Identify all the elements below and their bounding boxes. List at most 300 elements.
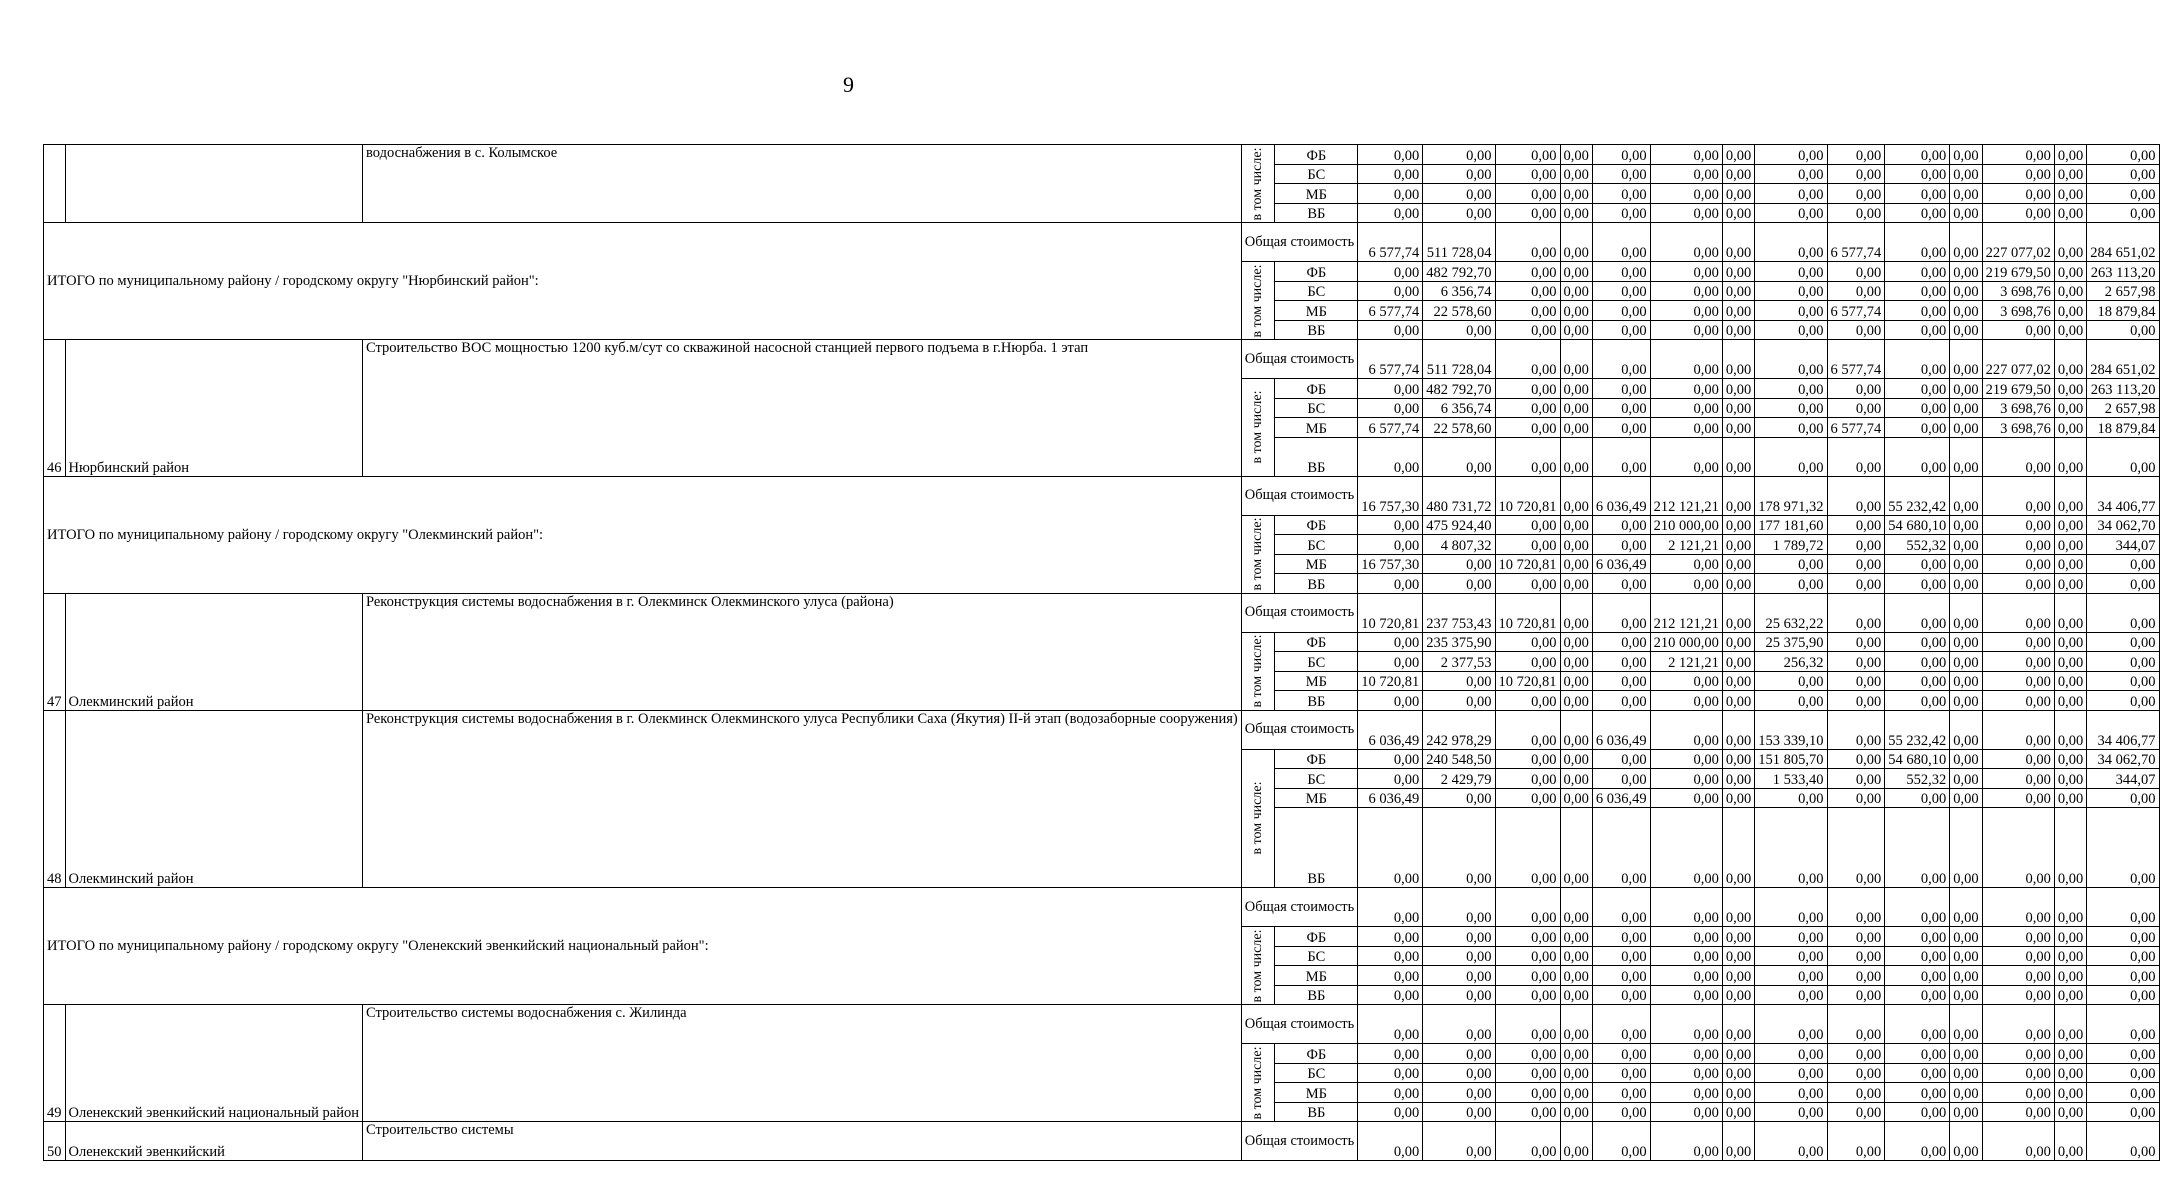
value-cell: 0,00 bbox=[1560, 574, 1592, 594]
source-label: ФБ bbox=[1275, 145, 1358, 165]
value-cell: 0,00 bbox=[1950, 301, 1982, 321]
value-cell: 210 000,00 bbox=[1650, 515, 1722, 535]
value-cell: 18 879,84 bbox=[2087, 418, 2159, 438]
value-cell: 0,00 bbox=[1885, 671, 1950, 691]
value-cell: 0,00 bbox=[1885, 888, 1950, 927]
value-cell: 0,00 bbox=[1982, 1044, 2054, 1064]
value-cell: 219 679,50 bbox=[1982, 379, 2054, 399]
value-cell: 0,00 bbox=[1722, 301, 1754, 321]
total-cost-label: Общая стоимость bbox=[1241, 888, 1358, 927]
value-cell: 34 062,70 bbox=[2087, 515, 2159, 535]
value-cell: 0,00 bbox=[1755, 927, 1827, 947]
value-cell: 0,00 bbox=[1495, 808, 1560, 888]
value-cell: 0,00 bbox=[1423, 1102, 1495, 1122]
value-cell: 0,00 bbox=[2087, 203, 2159, 223]
value-cell: 0,00 bbox=[1827, 164, 1885, 184]
value-cell: 0,00 bbox=[1827, 203, 1885, 223]
value-cell: 151 805,70 bbox=[1755, 749, 1827, 769]
value-cell: 482 792,70 bbox=[1423, 262, 1495, 282]
value-cell: 344,07 bbox=[2087, 769, 2159, 789]
value-cell: 0,00 bbox=[1950, 379, 1982, 399]
value-cell: 0,00 bbox=[1592, 320, 1650, 340]
value-cell: 0,00 bbox=[1950, 691, 1982, 711]
value-cell: 210 000,00 bbox=[1650, 632, 1722, 652]
value-cell: 25 632,22 bbox=[1755, 593, 1827, 632]
value-cell: 0,00 bbox=[1722, 184, 1754, 204]
source-label: ФБ bbox=[1275, 379, 1358, 399]
value-cell: 0,00 bbox=[1495, 749, 1560, 769]
value-cell: 0,00 bbox=[1885, 301, 1950, 321]
value-cell: 55 232,42 bbox=[1885, 710, 1950, 749]
value-cell: 0,00 bbox=[1755, 418, 1827, 438]
value-cell: 34 406,77 bbox=[2087, 476, 2159, 515]
value-cell: 0,00 bbox=[2054, 301, 2086, 321]
value-cell: 0,00 bbox=[1827, 476, 1885, 515]
district-total-title: ИТОГО по муниципальному району / городскому округу "Нюрбинский район": bbox=[44, 223, 1242, 340]
value-cell: 0,00 bbox=[1950, 164, 1982, 184]
source-label: МБ bbox=[1275, 671, 1358, 691]
value-cell: 0,00 bbox=[1423, 145, 1495, 165]
value-cell: 0,00 bbox=[2087, 966, 2159, 986]
value-cell: 0,00 bbox=[2054, 671, 2086, 691]
value-cell: 0,00 bbox=[1358, 379, 1423, 399]
value-cell: 0,00 bbox=[1755, 145, 1827, 165]
value-cell: 6 036,49 bbox=[1592, 476, 1650, 515]
value-cell: 0,00 bbox=[1495, 437, 1560, 476]
source-label: ВБ bbox=[1275, 985, 1358, 1005]
value-cell: 0,00 bbox=[1950, 985, 1982, 1005]
value-cell: 153 339,10 bbox=[1755, 710, 1827, 749]
total-cost-label: Общая стоимость bbox=[1241, 340, 1358, 379]
value-cell: 0,00 bbox=[1358, 1005, 1423, 1044]
value-cell: 219 679,50 bbox=[1982, 262, 2054, 282]
value-cell: 0,00 bbox=[2087, 1063, 2159, 1083]
total-cost-label: Общая стоимость bbox=[1241, 593, 1358, 632]
value-cell: 0,00 bbox=[2054, 554, 2086, 574]
value-cell: 0,00 bbox=[1950, 1102, 1982, 1122]
value-cell: 263 113,20 bbox=[2087, 262, 2159, 282]
value-cell: 0,00 bbox=[1950, 1083, 1982, 1103]
value-cell: 0,00 bbox=[2087, 671, 2159, 691]
value-cell: 0,00 bbox=[1885, 203, 1950, 223]
value-cell: 3 698,76 bbox=[1982, 301, 2054, 321]
value-cell: 0,00 bbox=[2054, 398, 2086, 418]
value-cell: 0,00 bbox=[2087, 788, 2159, 808]
total-cost-label: Общая стоимость bbox=[1241, 1122, 1358, 1161]
in-that-label: в том числе: bbox=[1241, 749, 1275, 888]
value-cell: 0,00 bbox=[1495, 223, 1560, 262]
value-cell: 0,00 bbox=[1722, 749, 1754, 769]
value-cell: 0,00 bbox=[1358, 749, 1423, 769]
value-cell: 0,00 bbox=[2087, 437, 2159, 476]
value-cell: 6 036,49 bbox=[1592, 554, 1650, 574]
value-cell: 0,00 bbox=[1950, 1122, 1982, 1161]
value-cell: 0,00 bbox=[2054, 320, 2086, 340]
value-cell: 0,00 bbox=[2054, 340, 2086, 379]
value-cell: 0,00 bbox=[2054, 184, 2086, 204]
value-cell: 0,00 bbox=[1592, 340, 1650, 379]
value-cell: 0,00 bbox=[1358, 1122, 1423, 1161]
value-cell: 0,00 bbox=[1495, 145, 1560, 165]
value-cell: 0,00 bbox=[1722, 788, 1754, 808]
value-cell: 0,00 bbox=[2054, 223, 2086, 262]
source-label: ФБ bbox=[1275, 632, 1358, 652]
value-cell: 0,00 bbox=[1950, 927, 1982, 947]
value-cell: 0,00 bbox=[1650, 223, 1722, 262]
project-description: Строительство системы водоснабжения с. Жилинда bbox=[363, 1005, 1242, 1122]
value-cell: 0,00 bbox=[1950, 223, 1982, 262]
value-cell: 0,00 bbox=[1423, 1044, 1495, 1064]
value-cell: 0,00 bbox=[1885, 340, 1950, 379]
value-cell: 0,00 bbox=[1950, 632, 1982, 652]
in-that-label: в том числе: bbox=[1241, 145, 1275, 223]
value-cell: 0,00 bbox=[1982, 1122, 2054, 1161]
district-cell: Олекминский район bbox=[65, 593, 363, 710]
value-cell: 0,00 bbox=[1358, 320, 1423, 340]
value-cell: 0,00 bbox=[1827, 671, 1885, 691]
value-cell: 212 121,21 bbox=[1650, 593, 1722, 632]
in-that-label: в том числе: bbox=[1241, 1044, 1275, 1122]
value-cell: 0,00 bbox=[1495, 398, 1560, 418]
project-description: водоснабжения в с. Колымское bbox=[363, 145, 1242, 223]
value-cell: 0,00 bbox=[1982, 769, 2054, 789]
value-cell: 0,00 bbox=[2054, 710, 2086, 749]
value-cell: 3 698,76 bbox=[1982, 418, 2054, 438]
value-cell: 0,00 bbox=[1722, 418, 1754, 438]
value-cell: 0,00 bbox=[1827, 710, 1885, 749]
value-cell: 0,00 bbox=[1827, 145, 1885, 165]
value-cell: 0,00 bbox=[1950, 1044, 1982, 1064]
value-cell: 0,00 bbox=[1982, 652, 2054, 672]
value-cell: 0,00 bbox=[1885, 1063, 1950, 1083]
value-cell: 0,00 bbox=[1650, 1083, 1722, 1103]
value-cell: 1 789,72 bbox=[1755, 535, 1827, 555]
source-label: ФБ bbox=[1275, 927, 1358, 947]
value-cell: 0,00 bbox=[2054, 749, 2086, 769]
value-cell: 480 731,72 bbox=[1423, 476, 1495, 515]
value-cell: 0,00 bbox=[1560, 1102, 1592, 1122]
value-cell: 0,00 bbox=[1885, 418, 1950, 438]
value-cell: 0,00 bbox=[1423, 1005, 1495, 1044]
value-cell: 0,00 bbox=[1560, 281, 1592, 301]
value-cell: 10 720,81 bbox=[1495, 593, 1560, 632]
value-cell: 0,00 bbox=[1950, 184, 1982, 204]
value-cell: 0,00 bbox=[1358, 691, 1423, 711]
value-cell: 0,00 bbox=[1650, 340, 1722, 379]
value-cell: 6 356,74 bbox=[1423, 398, 1495, 418]
value-cell: 0,00 bbox=[1495, 515, 1560, 535]
value-cell: 0,00 bbox=[1885, 184, 1950, 204]
value-cell: 552,32 bbox=[1885, 535, 1950, 555]
value-cell: 6 036,49 bbox=[1358, 788, 1423, 808]
district-cell: Олекминский район bbox=[65, 710, 363, 888]
value-cell: 0,00 bbox=[1650, 184, 1722, 204]
total-cost-label: Общая стоимость bbox=[1241, 1005, 1358, 1044]
value-cell: 0,00 bbox=[1423, 671, 1495, 691]
value-cell: 0,00 bbox=[1495, 203, 1560, 223]
value-cell: 0,00 bbox=[1950, 769, 1982, 789]
value-cell: 0,00 bbox=[1358, 535, 1423, 555]
value-cell: 0,00 bbox=[1950, 749, 1982, 769]
value-cell: 0,00 bbox=[1560, 262, 1592, 282]
value-cell: 0,00 bbox=[1423, 574, 1495, 594]
value-cell: 0,00 bbox=[1950, 966, 1982, 986]
value-cell: 0,00 bbox=[1592, 379, 1650, 399]
source-label: БС bbox=[1275, 398, 1358, 418]
value-cell: 0,00 bbox=[1592, 145, 1650, 165]
value-cell: 0,00 bbox=[1950, 808, 1982, 888]
program-table bbox=[43, 144, 2160, 1161]
value-cell: 0,00 bbox=[1982, 888, 2054, 927]
row-number: 49 bbox=[44, 1005, 66, 1122]
value-cell: 0,00 bbox=[1592, 632, 1650, 652]
value-cell: 0,00 bbox=[1722, 281, 1754, 301]
value-cell: 0,00 bbox=[1722, 671, 1754, 691]
value-cell: 0,00 bbox=[1950, 788, 1982, 808]
value-cell: 0,00 bbox=[1982, 1063, 2054, 1083]
value-cell: 0,00 bbox=[2087, 927, 2159, 947]
value-cell: 0,00 bbox=[1560, 985, 1592, 1005]
value-cell: 0,00 bbox=[1982, 749, 2054, 769]
source-label: БС bbox=[1275, 281, 1358, 301]
value-cell: 0,00 bbox=[1495, 946, 1560, 966]
district-cell: Оленекский эвенкийский bbox=[65, 1122, 363, 1161]
value-cell: 0,00 bbox=[1560, 691, 1592, 711]
table-row bbox=[44, 1122, 2160, 1161]
table-row bbox=[44, 340, 2160, 379]
value-cell: 0,00 bbox=[1827, 652, 1885, 672]
table-row bbox=[44, 888, 2160, 927]
value-cell: 0,00 bbox=[2054, 632, 2086, 652]
value-cell: 0,00 bbox=[2054, 515, 2086, 535]
value-cell: 0,00 bbox=[1423, 788, 1495, 808]
value-cell: 0,00 bbox=[1722, 574, 1754, 594]
value-cell: 0,00 bbox=[1755, 788, 1827, 808]
value-cell: 0,00 bbox=[1650, 946, 1722, 966]
value-cell: 235 375,90 bbox=[1423, 632, 1495, 652]
value-cell: 0,00 bbox=[1592, 535, 1650, 555]
value-cell: 0,00 bbox=[1755, 203, 1827, 223]
value-cell: 0,00 bbox=[2054, 966, 2086, 986]
value-cell: 0,00 bbox=[1358, 888, 1423, 927]
row-number: 50 bbox=[44, 1122, 66, 1161]
value-cell: 0,00 bbox=[2087, 632, 2159, 652]
source-label: БС bbox=[1275, 535, 1358, 555]
value-cell: 0,00 bbox=[1495, 184, 1560, 204]
value-cell: 0,00 bbox=[1560, 418, 1592, 438]
value-cell: 0,00 bbox=[1885, 946, 1950, 966]
value-cell: 0,00 bbox=[1827, 1102, 1885, 1122]
value-cell: 55 232,42 bbox=[1885, 476, 1950, 515]
value-cell: 0,00 bbox=[1495, 769, 1560, 789]
value-cell: 6 356,74 bbox=[1423, 281, 1495, 301]
value-cell: 0,00 bbox=[1950, 535, 1982, 555]
in-that-label: в том числе: bbox=[1241, 262, 1275, 340]
value-cell: 0,00 bbox=[1358, 1102, 1423, 1122]
value-cell: 0,00 bbox=[1885, 985, 1950, 1005]
source-label: МБ bbox=[1275, 554, 1358, 574]
value-cell: 3 698,76 bbox=[1982, 281, 2054, 301]
value-cell: 0,00 bbox=[1827, 691, 1885, 711]
value-cell: 0,00 bbox=[2054, 203, 2086, 223]
table-row bbox=[44, 223, 2160, 262]
value-cell: 0,00 bbox=[1722, 652, 1754, 672]
value-cell: 0,00 bbox=[1885, 145, 1950, 165]
value-cell: 0,00 bbox=[1827, 966, 1885, 986]
value-cell: 0,00 bbox=[1560, 946, 1592, 966]
source-label: БС bbox=[1275, 652, 1358, 672]
value-cell: 0,00 bbox=[1755, 262, 1827, 282]
value-cell: 0,00 bbox=[1650, 379, 1722, 399]
value-cell: 0,00 bbox=[1560, 164, 1592, 184]
value-cell: 0,00 bbox=[1982, 946, 2054, 966]
value-cell: 0,00 bbox=[1950, 710, 1982, 749]
value-cell: 18 879,84 bbox=[2087, 301, 2159, 321]
value-cell: 0,00 bbox=[1358, 1063, 1423, 1083]
value-cell: 0,00 bbox=[1560, 301, 1592, 321]
value-cell: 0,00 bbox=[1560, 888, 1592, 927]
value-cell: 2 377,53 bbox=[1423, 652, 1495, 672]
value-cell: 0,00 bbox=[1650, 749, 1722, 769]
value-cell: 0,00 bbox=[1592, 164, 1650, 184]
value-cell: 0,00 bbox=[1885, 593, 1950, 632]
project-description: Реконструкция системы водоснабжения в г. Олекминск Олекминского улуса (района) bbox=[363, 593, 1242, 710]
value-cell: 0,00 bbox=[1722, 593, 1754, 632]
value-cell: 6 577,74 bbox=[1358, 340, 1423, 379]
value-cell: 0,00 bbox=[1722, 1122, 1754, 1161]
value-cell: 0,00 bbox=[1722, 262, 1754, 282]
value-cell: 0,00 bbox=[1358, 985, 1423, 1005]
value-cell: 0,00 bbox=[1560, 535, 1592, 555]
value-cell: 0,00 bbox=[1560, 671, 1592, 691]
value-cell: 0,00 bbox=[1358, 966, 1423, 986]
source-label: БС bbox=[1275, 1063, 1358, 1083]
value-cell: 0,00 bbox=[2054, 788, 2086, 808]
value-cell: 0,00 bbox=[1560, 808, 1592, 888]
total-cost-label: Общая стоимость bbox=[1241, 223, 1358, 262]
value-cell: 0,00 bbox=[1722, 398, 1754, 418]
value-cell: 0,00 bbox=[1885, 574, 1950, 594]
value-cell: 16 757,30 bbox=[1358, 476, 1423, 515]
in-that-label: в том числе: bbox=[1241, 379, 1275, 477]
value-cell: 0,00 bbox=[1358, 574, 1423, 594]
value-cell: 0,00 bbox=[2087, 1005, 2159, 1044]
value-cell: 0,00 bbox=[1722, 535, 1754, 555]
value-cell: 0,00 bbox=[1722, 223, 1754, 262]
value-cell: 0,00 bbox=[1560, 554, 1592, 574]
value-cell: 0,00 bbox=[1827, 535, 1885, 555]
value-cell: 0,00 bbox=[1423, 1063, 1495, 1083]
value-cell: 0,00 bbox=[1755, 437, 1827, 476]
value-cell: 0,00 bbox=[1495, 888, 1560, 927]
source-label: ФБ bbox=[1275, 749, 1358, 769]
value-cell: 0,00 bbox=[1885, 164, 1950, 184]
value-cell: 0,00 bbox=[1755, 946, 1827, 966]
value-cell: 0,00 bbox=[1650, 1005, 1722, 1044]
value-cell: 0,00 bbox=[1885, 1044, 1950, 1064]
value-cell: 0,00 bbox=[2054, 281, 2086, 301]
value-cell: 0,00 bbox=[1982, 535, 2054, 555]
value-cell: 0,00 bbox=[1885, 379, 1950, 399]
value-cell: 0,00 bbox=[1650, 574, 1722, 594]
value-cell: 0,00 bbox=[1560, 379, 1592, 399]
value-cell: 6 577,74 bbox=[1827, 301, 1885, 321]
value-cell: 0,00 bbox=[1950, 671, 1982, 691]
value-cell: 0,00 bbox=[2054, 262, 2086, 282]
value-cell: 2 121,21 bbox=[1650, 652, 1722, 672]
value-cell: 0,00 bbox=[1358, 1044, 1423, 1064]
value-cell: 2 121,21 bbox=[1650, 535, 1722, 555]
value-cell: 0,00 bbox=[1827, 1005, 1885, 1044]
value-cell: 0,00 bbox=[1650, 418, 1722, 438]
value-cell: 0,00 bbox=[1495, 1083, 1560, 1103]
value-cell: 0,00 bbox=[1650, 1102, 1722, 1122]
value-cell: 0,00 bbox=[2054, 1005, 2086, 1044]
value-cell: 0,00 bbox=[1495, 691, 1560, 711]
value-cell: 0,00 bbox=[1722, 1063, 1754, 1083]
value-cell: 0,00 bbox=[1722, 476, 1754, 515]
value-cell: 552,32 bbox=[1885, 769, 1950, 789]
value-cell: 0,00 bbox=[1950, 1063, 1982, 1083]
value-cell: 10 720,81 bbox=[1495, 554, 1560, 574]
value-cell: 0,00 bbox=[1495, 710, 1560, 749]
value-cell: 0,00 bbox=[1650, 927, 1722, 947]
value-cell: 0,00 bbox=[1950, 262, 1982, 282]
value-cell: 0,00 bbox=[1827, 749, 1885, 769]
value-cell: 0,00 bbox=[2054, 379, 2086, 399]
value-cell: 0,00 bbox=[1827, 593, 1885, 632]
source-label: ФБ bbox=[1275, 262, 1358, 282]
value-cell: 0,00 bbox=[1722, 946, 1754, 966]
value-cell: 0,00 bbox=[1722, 437, 1754, 476]
value-cell: 0,00 bbox=[1650, 985, 1722, 1005]
value-cell: 0,00 bbox=[1982, 632, 2054, 652]
value-cell: 0,00 bbox=[1560, 749, 1592, 769]
source-label: ВБ bbox=[1275, 1102, 1358, 1122]
value-cell: 0,00 bbox=[1755, 1122, 1827, 1161]
value-cell: 0,00 bbox=[1560, 437, 1592, 476]
value-cell: 0,00 bbox=[1423, 1122, 1495, 1161]
value-cell: 0,00 bbox=[1827, 632, 1885, 652]
source-label: МБ bbox=[1275, 418, 1358, 438]
value-cell: 0,00 bbox=[1982, 1005, 2054, 1044]
value-cell: 0,00 bbox=[2087, 320, 2159, 340]
value-cell: 0,00 bbox=[2087, 1102, 2159, 1122]
source-label: БС bbox=[1275, 164, 1358, 184]
value-cell: 0,00 bbox=[1982, 476, 2054, 515]
value-cell: 3 698,76 bbox=[1982, 398, 2054, 418]
value-cell: 0,00 bbox=[1650, 164, 1722, 184]
value-cell: 0,00 bbox=[1560, 593, 1592, 632]
row-number: 46 bbox=[44, 340, 66, 477]
value-cell: 0,00 bbox=[1495, 1044, 1560, 1064]
total-cost-label: Общая стоимость bbox=[1241, 476, 1358, 515]
district-cell: Нюрбинский район bbox=[65, 340, 363, 477]
source-label: МБ bbox=[1275, 788, 1358, 808]
source-label: ФБ bbox=[1275, 1044, 1358, 1064]
value-cell: 0,00 bbox=[1982, 164, 2054, 184]
value-cell: 0,00 bbox=[1592, 437, 1650, 476]
in-that-label: в том числе: bbox=[1241, 515, 1275, 593]
value-cell: 0,00 bbox=[1423, 1083, 1495, 1103]
value-cell: 0,00 bbox=[1982, 710, 2054, 749]
value-cell: 0,00 bbox=[1885, 281, 1950, 301]
value-cell: 2 657,98 bbox=[2087, 398, 2159, 418]
value-cell: 0,00 bbox=[2087, 985, 2159, 1005]
value-cell: 0,00 bbox=[1358, 281, 1423, 301]
value-cell: 0,00 bbox=[1560, 966, 1592, 986]
value-cell: 0,00 bbox=[1650, 808, 1722, 888]
